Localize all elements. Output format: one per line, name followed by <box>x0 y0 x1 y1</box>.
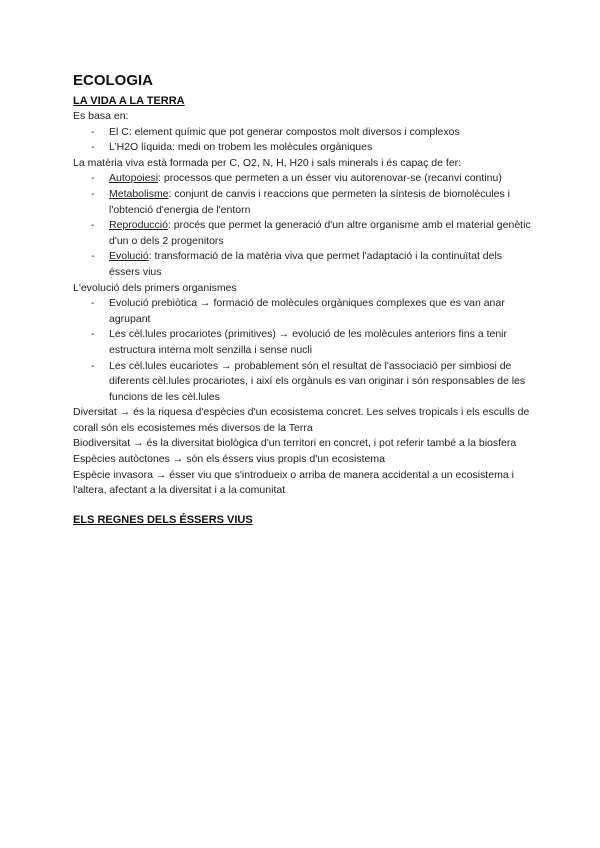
basa-list <box>73 125 533 156</box>
list-item: - Evolució prebiòtica → formació de molècules orgàniques complexes que es van anar agrupant <box>91 297 505 325</box>
list-item: - Les cèl.lules procariotes (primitives) → evolució de les molècules anteriors fins a tenir estructura interna molt senzilla i sense nucli <box>91 328 507 356</box>
dash-bullet: - <box>91 328 95 341</box>
invasora-paragraph: Espècie invasora → ésser viu que s'introdueix o arriba de manera accidental a un ecosistema i l'altera, afectant a la diversitat i a la comunitat <box>73 468 514 497</box>
term-reproduccio: Reproducció <box>109 219 168 232</box>
evolucio-list <box>73 296 533 405</box>
biodiversitat-paragraph: Biodiversitat → és la diversitat biològica d'un territori en concret, i pot referir també a la biosfera <box>73 437 517 450</box>
term-metabolisme: Metabolisme <box>109 187 169 200</box>
list-item: - Evolució: transformació de la matèria viva que permet l'adaptació i la continuïtat dels éssers vius <box>91 250 503 278</box>
autoctones-paragraph: Espècies autòctones → són els éssers vius propis d'un ecosistema <box>73 453 385 466</box>
materia-intro: La matèria viva està formada per C, O2, N, H, H20 i sals minerals i és capaç de fer: <box>73 156 462 169</box>
dash-bullet: - <box>91 219 95 232</box>
document-body <box>73 72 533 528</box>
capacities-list <box>73 171 533 280</box>
section-heading-regnes: ELS REGNES DELS ÉSSERS VIUS <box>73 513 253 526</box>
dash-bullet: - <box>91 250 95 263</box>
dash-bullet: - <box>91 172 95 185</box>
term-autopoiesi: Autopoiesi <box>109 172 159 185</box>
spacer <box>73 499 533 513</box>
dash-bullet: - <box>91 125 95 138</box>
list-item: - Les cèl.lules eucariotes → probablement són el resultat de l'associació per simbiosi de diferents cèl.lules procariotes, i així els orgànuls es van originar i són responsables de les funcions de les cèl.lules <box>91 359 526 403</box>
term-evolucio: Evolució <box>109 250 149 263</box>
list-item: - L’H2O líquida: medi on trobem les molècules orgàniques <box>73 140 533 156</box>
list-item: - Metabolisme: conjunt de canvis i reaccions que permeten la síntesis de biomolècules i l'obtenció d'energia de l'entorn <box>91 187 510 216</box>
basa-intro: Es basa en: <box>73 110 129 122</box>
dash-bullet: - <box>91 359 95 372</box>
dash-bullet: - <box>91 187 95 200</box>
list-item: - Autopoiesi: processos que permeten a un ésser viu autorenovar-se (recanvi continu) <box>73 171 533 187</box>
evolucio-intro: L'evolució dels primers organismes <box>73 281 237 294</box>
page-title: ECOLOGIA <box>73 72 154 89</box>
dash-bullet: - <box>91 141 95 154</box>
diversitat-paragraph: Diversitat → és la riquesa d'espècies d'un ecosistema concret. Les selves tropicals i els esculls de corall són els ecosistemes més diversos de la Terra <box>73 406 530 434</box>
list-item: - Reproducció: procés que permet la generació d'un altre organisme amb el material genètic d'un o dels 2 progenitors <box>91 219 531 247</box>
list-item: - El C: element químic que pot generar compostos molt diversos i complexos <box>73 125 533 141</box>
dash-bullet: - <box>91 297 95 310</box>
section-heading-vida: LA VIDA A LA TERRA <box>73 95 185 107</box>
